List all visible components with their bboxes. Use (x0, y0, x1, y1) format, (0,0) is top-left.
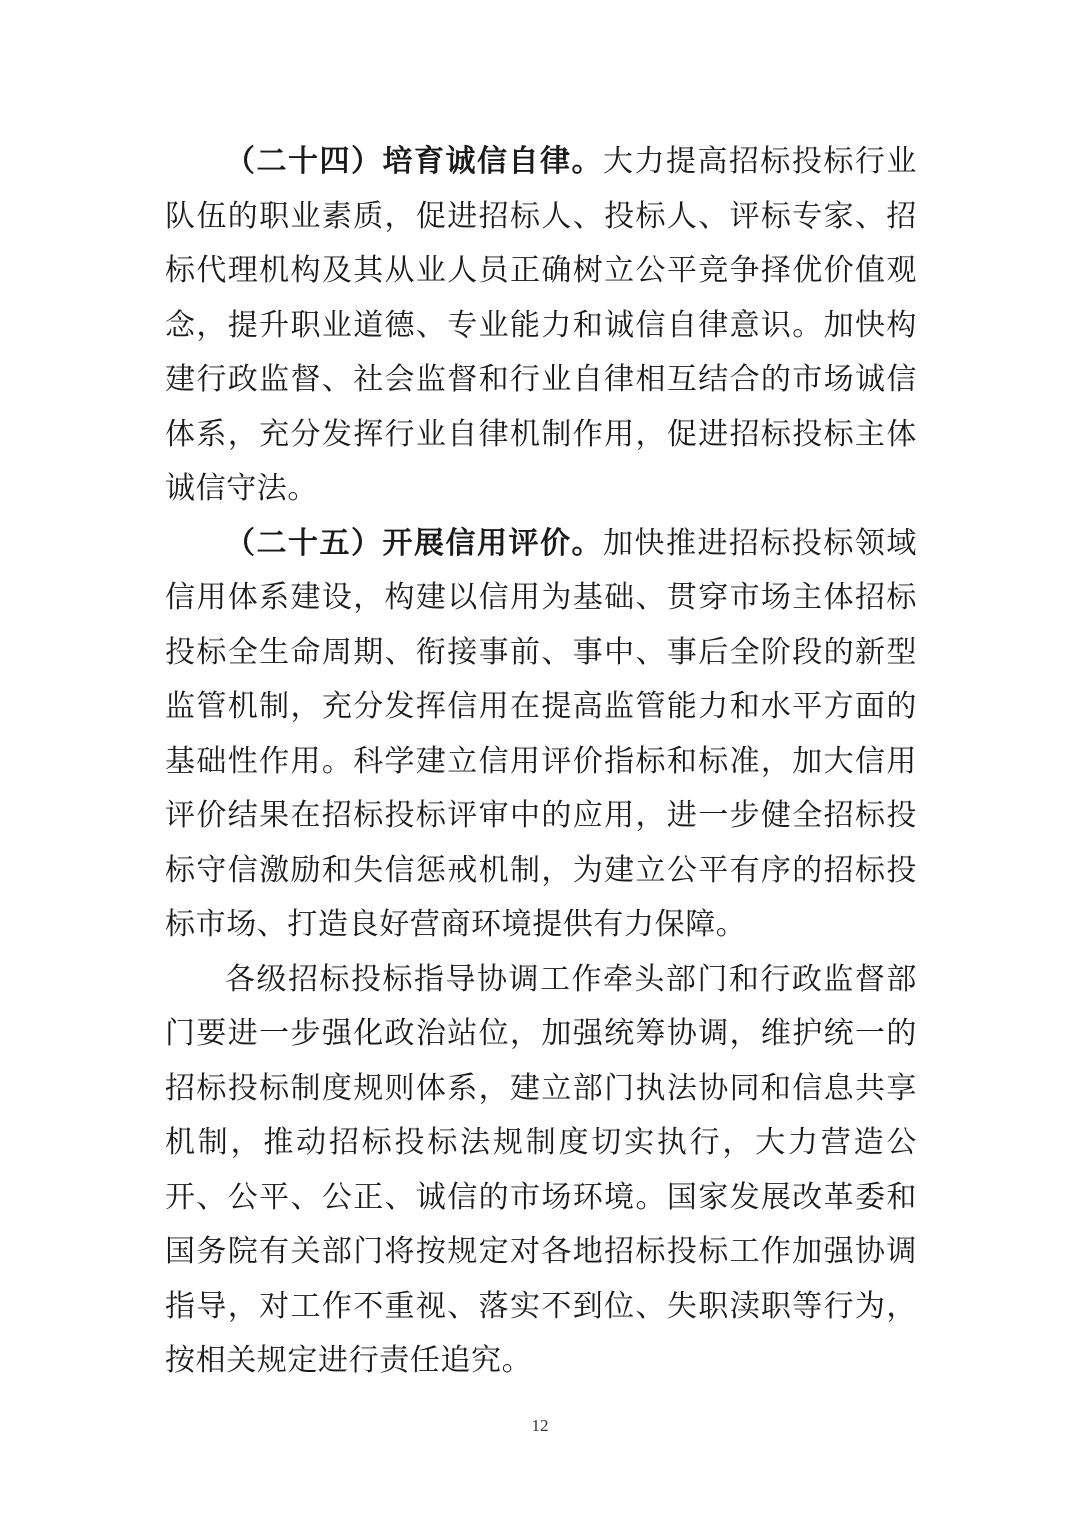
paragraph-text: 大力提高招标投标行业队伍的职业素质，促进招标人、投标人、评标专家、招标代理机构及其从业人员正确树立公平竞争择优价值观念，提升职业道德、专业能力和诚信自律意识。加快构建行政监督、社会监督和行业自律相互结合的市场诚信体系，充分发挥行业自律机制作用，促进招标投标主体诚信守法。 (165, 144, 918, 506)
page-number: 12 (531, 1416, 549, 1435)
paragraph-heading: （二十四）培育诚信自律。 (225, 144, 603, 179)
document-body (165, 135, 917, 1389)
paragraph-text: 各级招标投标指导协调工作牵头部门和行政监督部门要进一步强化政治站位，加强统筹协调，维护统一的招标投标制度规则体系，建立部门执法协同和信息共享机制，推动招标投标法规制度切实执行，大力营造公开、公平、公正、诚信的市场环境。国家发展改革委和国务院有关部门将按规定对各地招标投标工作加强协调指导，对工作不重视、落实不到位、失职渎职等行为，按相关规定进行责任追究。 (165, 961, 917, 1378)
paragraph-credit-self-discipline (165, 135, 917, 517)
paragraph-text: 加快推进招标投标领域信用体系建设，构建以信用为基础、贯穿市场主体招标投标全生命周期、衔接事前、事中、事后全阶段的新型监管机制，充分发挥信用在提高监管能力和水平方面的基础性作用。科学建立信用评价指标和标准，加大信用评价结果在招标投标评审中的应用，进一步健全招标投标守信激励和失信惩戒机制，为建立公平有序的招标投标市场、打造良好营商环境提供有力保障。 (165, 525, 918, 942)
paragraph-closing (165, 953, 917, 1389)
paragraph-heading: （二十五）开展信用评价。 (225, 525, 603, 561)
paragraph-credit-evaluation (165, 517, 917, 953)
